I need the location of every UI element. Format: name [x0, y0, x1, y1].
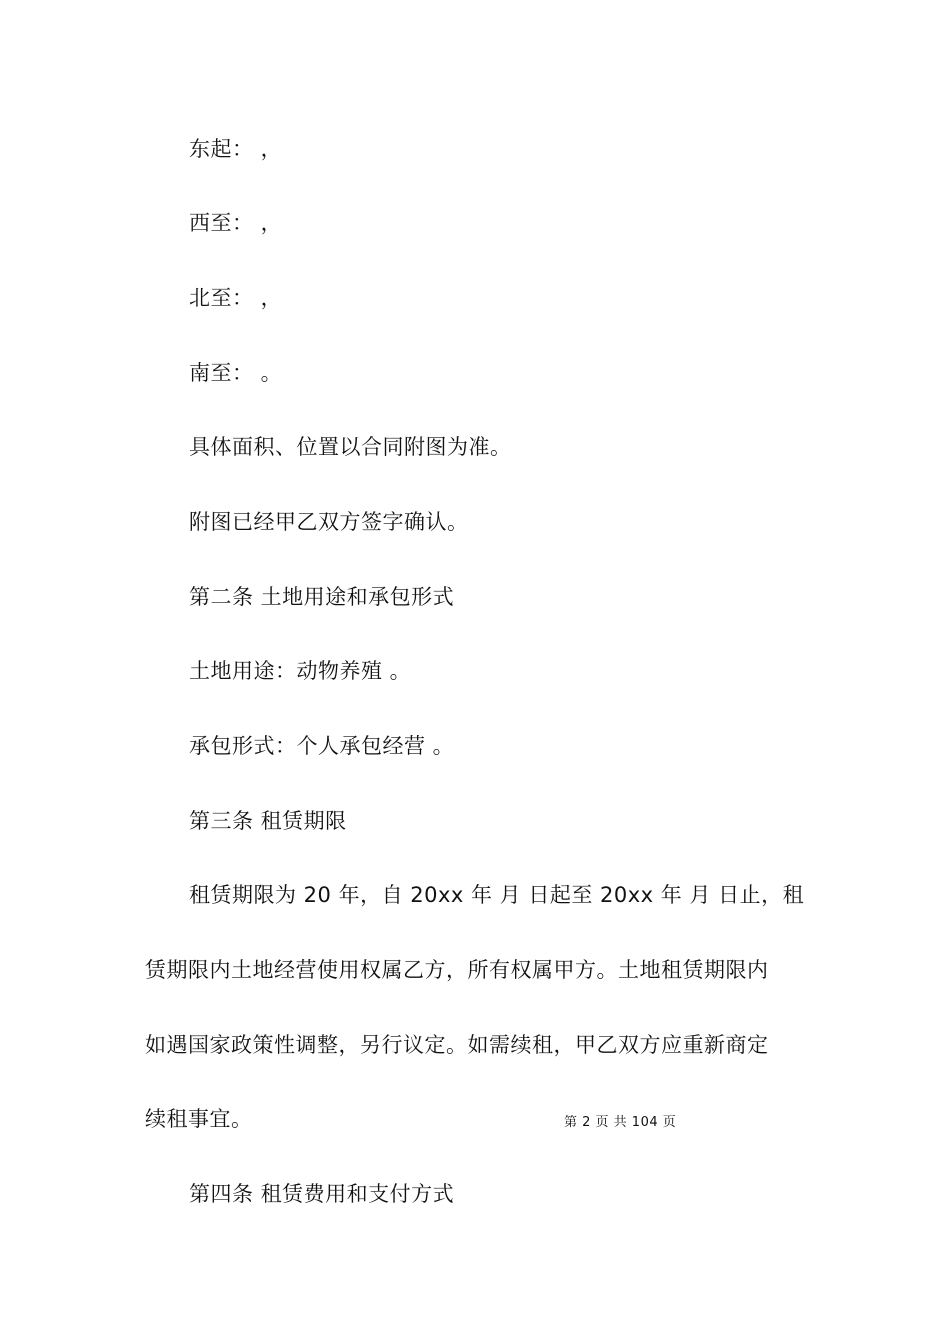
- article-2-heading: 第二条 土地用途和承包形式: [189, 585, 455, 609]
- term-paragraph-line-2: 赁期限内土地经营使用权属乙方，所有权属甲方。土地租赁期限内: [145, 958, 769, 982]
- area-note: 具体面积、位置以合同附图为准。: [189, 435, 512, 459]
- contract-form: 承包形式：个人承包经营 。: [189, 734, 455, 758]
- term-paragraph-line-1: 租赁期限为 20 年，自 20xx 年 月 日起至 20xx 年 月 日止，租: [189, 883, 805, 907]
- article-4-heading: 第四条 租赁费用和支付方式: [189, 1182, 455, 1206]
- term-paragraph-line-4: 续租事宜。: [145, 1107, 253, 1131]
- boundary-west: 西至： ，: [189, 211, 283, 235]
- boundary-south: 南至： 。: [189, 361, 283, 385]
- boundary-north: 北至： ，: [189, 286, 283, 310]
- attachment-note: 附图已经甲乙双方签字确认。: [189, 510, 469, 534]
- page-number: 第 2 页 共 104 页: [564, 1115, 677, 1130]
- article-3-heading: 第三条 租赁期限: [189, 809, 347, 833]
- land-use: 土地用途：动物养殖 。: [189, 659, 412, 683]
- boundary-east: 东起： ，: [189, 137, 283, 161]
- term-paragraph-line-3: 如遇国家政策性调整，另行议定。如需续租，甲乙双方应重新商定: [145, 1033, 769, 1057]
